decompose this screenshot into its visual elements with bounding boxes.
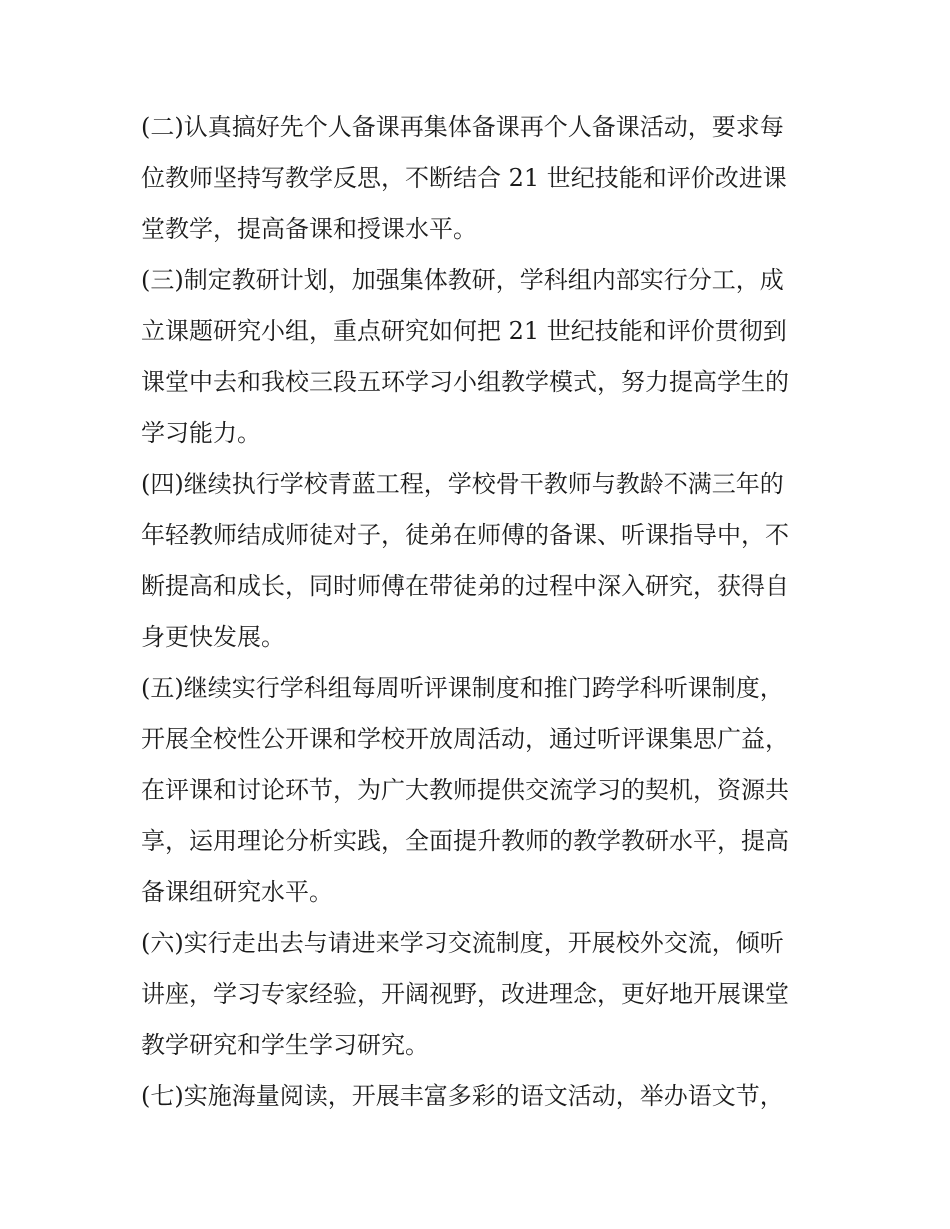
text-line: 学习能力。 — [141, 419, 261, 447]
text-line: (七)实施海量阅读，开展丰富多彩的语文活动，举办语文节， — [141, 1082, 784, 1110]
text-line: 位教师坚持写教学反思，不断结合 21 世纪技能和评价改进课 — [141, 164, 787, 192]
text-line: 年轻教师结成师徒对子，徒弟在师傅的备课、听课指导中，不 — [141, 521, 789, 549]
paragraph-3 — [141, 255, 816, 459]
paragraph-7 — [141, 1071, 816, 1122]
text-line: 身更快发展。 — [141, 623, 285, 651]
text-line: 享，运用理论分析实践，全面提升教师的教学教研水平，提高 — [141, 827, 789, 855]
text-line: (五)继续实行学科组每周听评课制度和推门跨学科听课制度， — [141, 674, 784, 702]
paragraph-6 — [141, 918, 816, 1071]
text-line: 断提高和成长，同时师傅在带徒弟的过程中深入研究，获得自 — [141, 572, 789, 600]
text-line: (四)继续执行学校青蓝工程，学校骨干教师与教龄不满三年的 — [141, 470, 784, 498]
text-line: 备课组研究水平。 — [141, 878, 333, 906]
paragraph-5 — [141, 663, 816, 918]
text-line: 课堂中去和我校三段五环学习小组教学模式，努力提高学生的 — [141, 368, 789, 396]
text-line: 在评课和讨论环节，为广大教师提供交流学习的契机，资源共 — [141, 776, 789, 804]
text-line: 堂教学，提高备课和授课水平。 — [141, 215, 477, 243]
text-line: (三)制定教研计划，加强集体教研，学科组内部实行分工，成 — [141, 266, 784, 294]
paragraph-2 — [141, 102, 816, 255]
text-line: 讲座，学习专家经验，开阔视野，改进理念，更好地开展课堂 — [141, 980, 789, 1008]
text-line: 立课题研究小组，重点研究如何把 21 世纪技能和评价贯彻到 — [141, 317, 787, 345]
paragraph-4 — [141, 459, 816, 663]
document-body — [141, 102, 816, 1122]
text-line: (二)认真搞好先个人备课再集体备课再个人备课活动，要求每 — [141, 113, 784, 141]
text-line: 教学研究和学生学习研究。 — [141, 1031, 429, 1059]
text-line: (六)实行走出去与请进来学习交流制度，开展校外交流，倾听 — [141, 929, 784, 957]
text-line: 开展全校性公开课和学校开放周活动，通过听评课集思广益， — [141, 725, 789, 753]
